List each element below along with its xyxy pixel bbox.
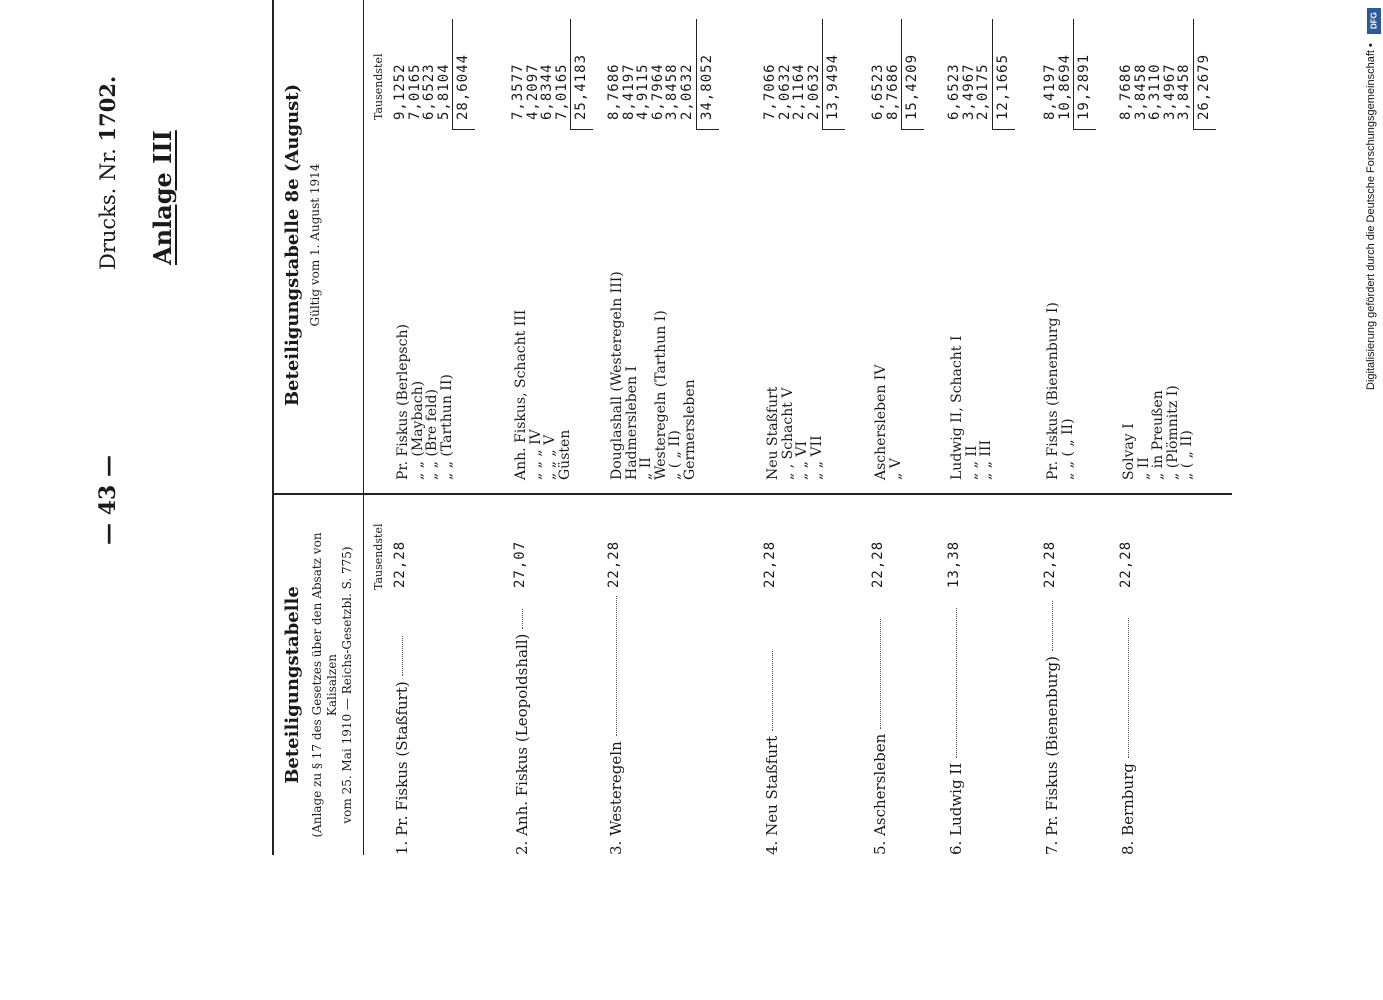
table-row xyxy=(885,458,904,480)
leader-dots xyxy=(880,619,881,729)
shaft-label: „ ( „ II) xyxy=(667,430,684,480)
leader-dots xyxy=(402,636,403,676)
shaft-label: „ „ ( „ II) xyxy=(1059,418,1076,480)
shaft-value: 2,0632 xyxy=(776,63,793,120)
table-row xyxy=(806,435,825,480)
credit-sidebar xyxy=(1365,10,1383,390)
table-row xyxy=(975,440,994,480)
shaft-label: Germersleben xyxy=(682,379,698,480)
shaft-value: 7,7066 xyxy=(762,63,778,120)
shaft-value: 6,6523 xyxy=(870,63,886,120)
shaft-label: Güsten xyxy=(556,429,573,480)
shaft-value: 8,4197 xyxy=(1042,63,1058,120)
left-unit-label: Tausendstel xyxy=(372,523,385,590)
quota-value: 22,28 xyxy=(1042,540,1058,588)
annex-title: Anlage III xyxy=(148,130,177,265)
shaft-label: Douglashall (Westeregeln III) xyxy=(609,271,625,480)
shaft-label: Westeregeln (Tarthun I) xyxy=(652,310,669,480)
shaft-label: „ in Preußen xyxy=(1150,390,1167,480)
shaft-label: „ II xyxy=(1135,457,1152,480)
left-table-title: Beteiligungstabelle xyxy=(282,586,303,784)
column-divider xyxy=(272,493,1232,495)
shaft-value: 3,4967 xyxy=(960,63,977,120)
shaft-value: 7,0165 xyxy=(553,63,570,120)
group-total: 25,4183 xyxy=(573,53,590,120)
group-total: 26,2679 xyxy=(1196,53,1212,120)
credit-text: Digitalisierung gefördert durch die Deutsche Forschungsgemeinschaft • xyxy=(1365,43,1377,390)
list-item xyxy=(870,619,889,855)
quota-value: 22,28 xyxy=(1118,540,1134,588)
company-label: 7. Pr. Fiskus (Bienenburg) xyxy=(1043,656,1061,855)
dfg-logo-icon: DFG xyxy=(1367,8,1381,34)
table-row xyxy=(679,379,698,480)
shaft-value: 8,7686 xyxy=(884,63,901,120)
quota-value: 27,07 xyxy=(512,540,528,588)
shaft-label: „ „ „ IV xyxy=(527,429,544,480)
left-table-subtitle xyxy=(310,505,355,865)
shaft-label: Neu Staßfurt xyxy=(765,386,781,480)
leader-dots xyxy=(772,651,773,731)
company-label: 5. Aschersleben xyxy=(871,733,889,855)
table-row xyxy=(554,430,573,480)
company-label: 6. Ludwig II xyxy=(947,762,965,855)
shaft-value: 7,0165 xyxy=(406,63,423,120)
leader-dots xyxy=(1052,601,1053,651)
left-subtitle-line-1: (Anlage zu § 17 des Gesetzes über den Absatz von Kalisalzen xyxy=(310,532,339,838)
shaft-label: „ , Schacht V xyxy=(779,387,796,480)
print-reference xyxy=(95,76,120,270)
print-ref-prefix: Drucks. Nr. xyxy=(96,148,120,270)
print-ref-number: 1702. xyxy=(95,75,120,142)
left-subtitle-line-2: vom 25. Mai 1910 — Reichs-Gesetzbl. S. 775) xyxy=(340,546,354,824)
company-label: 4. Neu Staßfurt xyxy=(763,735,781,855)
shaft-value: 5,8104 xyxy=(435,63,452,120)
table-row xyxy=(1057,418,1076,480)
list-item xyxy=(606,596,625,855)
list-item xyxy=(512,609,531,855)
table-row xyxy=(436,374,455,480)
list-item xyxy=(1118,618,1137,855)
shaft-label: „ „ II xyxy=(963,445,980,480)
shaft-label: „ „ (Maybach) xyxy=(409,380,426,480)
group-total: 13,9494 xyxy=(825,53,842,120)
shaft-label: „ „ VI xyxy=(794,440,811,480)
shaft-value: 10,8694 xyxy=(1056,53,1073,120)
shaft-value: 6,6523 xyxy=(946,63,962,120)
leader-dots xyxy=(616,596,617,736)
shaft-label: „ „ (Bre feld) xyxy=(424,389,441,480)
shaft-label: „ „ (Tarthun II) xyxy=(438,374,455,480)
shaft-value: 6,8344 xyxy=(539,63,556,120)
company-label: 3. Westeregeln xyxy=(607,741,625,855)
shaft-label: „ (Plömnitz I) xyxy=(1164,385,1181,480)
quota-value: 22,28 xyxy=(762,540,778,588)
right-table-subtitle: Gültig vom 1. August 1914 xyxy=(308,163,322,327)
shaft-value: 4,2097 xyxy=(524,63,541,120)
shaft-value: 7,3577 xyxy=(510,63,526,120)
shaft-label: Hadmersleben I xyxy=(623,366,640,480)
company-label: 8. Bernburg xyxy=(1119,763,1137,855)
group-total: 12,1665 xyxy=(994,53,1011,120)
shaft-label: Solvay I xyxy=(1121,423,1137,480)
company-label: 2. Anh. Fiskus (Leopoldshall) xyxy=(513,633,531,855)
shaft-label: Ludwig II, Schacht I xyxy=(949,335,965,480)
page-number: — 43 — xyxy=(95,455,121,545)
shaft-label: „ ( „ II) xyxy=(1179,430,1196,480)
quota-value: 13,38 xyxy=(946,540,962,588)
group-total: 15,4209 xyxy=(904,53,921,120)
shaft-value: 6,7964 xyxy=(649,63,666,120)
shaft-label: Anh. Fiskus, Schacht III xyxy=(513,309,529,480)
list-item xyxy=(762,651,781,855)
shaft-value: 2,0175 xyxy=(975,63,992,120)
group-total: 28,6044 xyxy=(455,53,472,120)
right-table-title: Beteiligungstabelle 8e (August) xyxy=(282,83,303,407)
list-item xyxy=(392,636,411,855)
shaft-value: 3,8458 xyxy=(1132,63,1149,120)
company-label: 1. Pr. Fiskus (Staßfurt) xyxy=(393,681,411,855)
shaft-value: 3,8458 xyxy=(1176,63,1193,120)
right-unit-label: Tausendstel xyxy=(372,53,385,120)
shaft-value: 3,4967 xyxy=(1161,63,1178,120)
shaft-label: „ „ „ V xyxy=(542,434,559,480)
quota-value: 22,28 xyxy=(870,540,886,588)
top-rule xyxy=(272,0,274,855)
shaft-label: Aschersleben IV xyxy=(873,364,889,480)
shaft-label: Pr. Fiskus (Berlepsch) xyxy=(395,324,411,480)
list-item xyxy=(1042,601,1061,855)
shaft-value: 2,0632 xyxy=(805,63,822,120)
shaft-value: 4,9115 xyxy=(635,63,652,120)
list-item xyxy=(946,608,965,855)
shaft-value: 6,6523 xyxy=(421,63,438,120)
group-total: 34,8052 xyxy=(698,53,715,120)
shaft-value: 2,1164 xyxy=(791,63,808,120)
shaft-value: 6,3110 xyxy=(1147,63,1164,120)
header-rule xyxy=(363,0,364,855)
shaft-value: 8,4197 xyxy=(620,63,637,120)
shaft-value: 9,1252 xyxy=(392,63,408,120)
shaft-value: 8,7686 xyxy=(606,63,622,120)
shaft-label: Pr. Fiskus (Bienenburg I) xyxy=(1045,302,1061,480)
shaft-label: „ „ VII xyxy=(808,435,825,480)
table-row xyxy=(1176,430,1195,480)
quota-value: 22,28 xyxy=(606,540,622,588)
shaft-label: „ II xyxy=(638,457,655,480)
shaft-value: 3,8458 xyxy=(664,63,681,120)
shaft-label: „ V xyxy=(887,458,904,480)
shaft-label: „ „ III xyxy=(978,440,995,480)
group-total: 19,2891 xyxy=(1076,53,1093,120)
leader-dots xyxy=(956,608,957,758)
leader-dots xyxy=(1128,618,1129,758)
shaft-value: 2,0632 xyxy=(679,63,695,120)
leader-dots xyxy=(522,609,523,629)
shaft-value: 8,7686 xyxy=(1118,63,1134,120)
quota-value: 22,28 xyxy=(392,540,408,588)
